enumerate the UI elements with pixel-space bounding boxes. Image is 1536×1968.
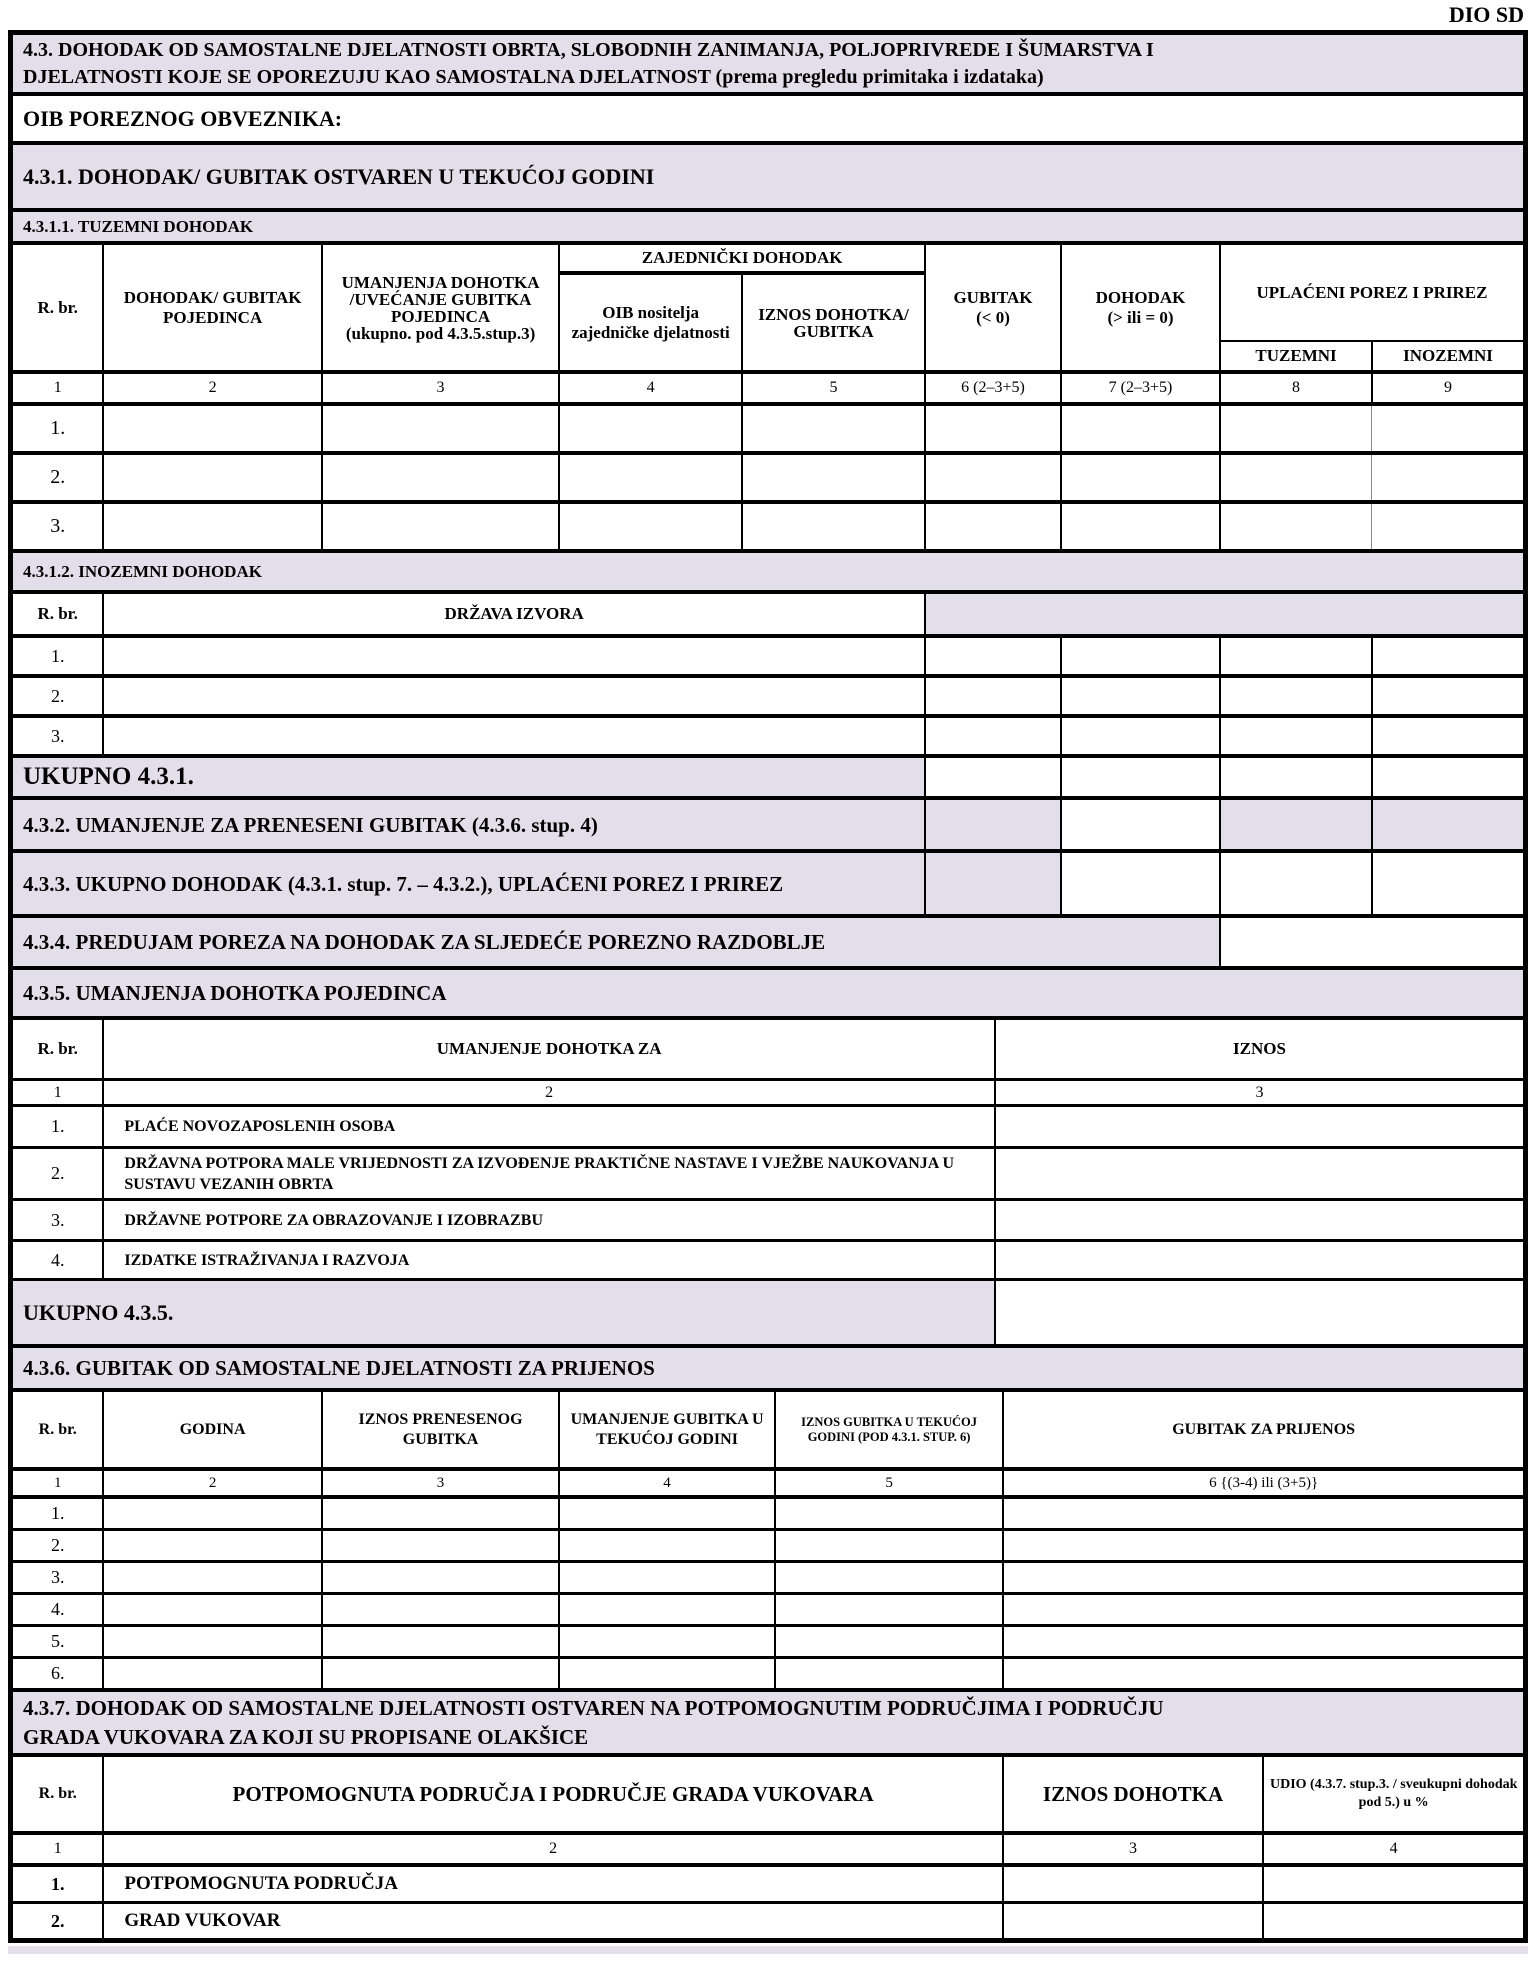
input-cell: [102, 1627, 320, 1656]
gubitak-table-row: [13, 1624, 1523, 1656]
blocked-cell: [924, 594, 1523, 634]
section-4-3-7-title-band: [13, 1688, 1523, 1753]
col-header-dohodak-text: DOHODAK: [1095, 287, 1186, 307]
input-cell: [1219, 504, 1371, 549]
section-4-3-5-title-band: [13, 966, 1523, 1016]
input-cell: [321, 406, 558, 451]
row-number: 1.: [50, 645, 65, 666]
oib-label: OIB POREZNOG OBVEZNIKA:: [23, 105, 343, 131]
input-cell: [558, 1531, 774, 1560]
input-cell: [1371, 758, 1523, 796]
col-header-rbr: R. br.: [38, 1420, 77, 1438]
input-cell: [774, 1563, 1002, 1592]
section-4-3-6-title: 4.3.6. GUBITAK OD SAMOSTALNE DJELATNOSTI ZA PRIJENOS: [23, 1355, 655, 1380]
input-cell: [558, 1595, 774, 1624]
tuzemni-table-row: [13, 402, 1523, 451]
row-number: 1.: [50, 1873, 65, 1894]
input-cell: [102, 455, 320, 500]
blocked-cell: [1219, 800, 1371, 849]
col-header-potpomognuta-podrucja: POTPOMOGNUTA PODRUČJA I PODRUČJE GRADA VUKOVARA: [102, 1757, 1001, 1831]
input-cell: [558, 1659, 774, 1688]
col-header-dohodak: [1060, 245, 1219, 370]
row-label: [102, 1242, 994, 1278]
input-cell: [994, 1149, 1523, 1198]
blocked-cell: [1371, 800, 1523, 849]
col-header-umanjenja-dohotka: [321, 245, 558, 370]
row-label-text: PLAĆE NOVOZAPOSLENIH OSOBA: [124, 1118, 396, 1135]
col-header-tuzemni: TUZEMNI: [1219, 342, 1371, 370]
row-number: 3.: [50, 1567, 65, 1587]
input-cell: [102, 1659, 320, 1688]
col-header-udio: UDIO (4.3.7. stup.3. / sveukupni dohodak pod 5.) u %: [1262, 1757, 1523, 1831]
col-header-gubitak: [924, 245, 1060, 370]
col-index: 5: [774, 1471, 1002, 1495]
row-number: 3.: [50, 515, 66, 537]
col-header-zajednicki-dohodak: ZAJEDNIČKI DOHODAK: [558, 245, 924, 275]
input-cell: [321, 1499, 558, 1528]
input-cell: [924, 455, 1060, 500]
row-number: 2.: [50, 1910, 65, 1931]
gubitak-table-row: [13, 1656, 1523, 1688]
potpomognuta-table-row: [13, 1901, 1523, 1938]
col-header-iznos-dohotka-gubitka: IZNOS DOHOTKA/ GUBITKA: [741, 275, 924, 370]
section-4-3-2-label: [13, 800, 924, 849]
col-header-rbr: R. br.: [37, 604, 78, 623]
input-cell: [1002, 1563, 1523, 1592]
col-header-umanjenja-dohotka-note: (ukupno. pod 4.3.5.stup.3): [345, 323, 536, 343]
row-number: 4.: [50, 1599, 65, 1619]
input-cell: [994, 1242, 1523, 1278]
input-cell: [1219, 718, 1371, 754]
input-cell: [741, 504, 924, 549]
gubitak-table-row: [13, 1560, 1523, 1592]
potpomognuta-column-index-row: [13, 1831, 1523, 1863]
col-header-iznos: IZNOS: [994, 1020, 1523, 1078]
section-4-3-2-row: [13, 796, 1523, 849]
col-header-inozemni: INOZEMNI: [1371, 342, 1523, 370]
input-cell: [321, 455, 558, 500]
input-cell: [924, 504, 1060, 549]
input-cell: [102, 1499, 320, 1528]
col-header-iznos-dohotka: IZNOS DOHOTKA: [1002, 1757, 1263, 1831]
col-index: 2: [102, 1471, 320, 1495]
input-cell: [1219, 918, 1523, 966]
input-cell: [1219, 455, 1371, 500]
row-number: 2.: [50, 685, 65, 706]
col-header-iznos-gubitka-tekuca: IZNOS GUBITKA U TEKUĆOJ GODINI (POD 4.3.1. STUP. 6): [774, 1392, 1002, 1467]
row-label: [102, 1149, 994, 1198]
col-index: 3: [994, 1081, 1523, 1104]
input-cell: [1002, 1627, 1523, 1656]
col-header-rbr: R. br.: [37, 1039, 78, 1058]
input-cell: [1262, 1867, 1523, 1901]
input-cell: [102, 678, 924, 714]
tuzemni-column-index-row: [13, 370, 1523, 402]
inozemni-table-header: [13, 590, 1523, 634]
input-cell: [321, 1659, 558, 1688]
input-cell: [1060, 853, 1219, 914]
col-index: 4: [1262, 1835, 1523, 1863]
input-cell: [924, 406, 1060, 451]
input-cell: [321, 1627, 558, 1656]
input-cell: [1002, 1595, 1523, 1624]
section-4-3-5-title: 4.3.5. UMANJENJA DOHOTKA POJEDINCA: [23, 980, 447, 1005]
col-index: 1: [53, 1083, 62, 1101]
potpomognuta-table-row: [13, 1863, 1523, 1901]
col-index: 5: [741, 374, 924, 402]
input-cell: [558, 1563, 774, 1592]
input-cell: [1371, 504, 1523, 549]
next-section-edge: [8, 1946, 1528, 1954]
input-cell: [994, 1107, 1523, 1146]
col-header-umanjenje-gubitka: UMANJENJE GUBITKA U TEKUĆOJ GODINI: [558, 1392, 774, 1467]
section-4-3-7-title: 4.3.7. DOHODAK OD SAMOSTALNE DJELATNOSTI OSTVAREN NA POTPOMOGNUTIM PODRUČJIMA I PODRUČJU GRADA VUKOVARA ZA KOJI SU PROPISANE OLAKŠICE: [23, 1695, 1164, 1749]
input-cell: [924, 638, 1060, 674]
col-index: 2: [102, 1835, 1001, 1863]
section-4-3-4-row: [13, 914, 1523, 966]
input-cell: [558, 406, 741, 451]
umanjenja-table-row: [13, 1198, 1523, 1239]
blocked-cell: [924, 800, 1060, 849]
col-index: 1: [53, 1474, 62, 1491]
section-4-3-3-label: [13, 853, 924, 914]
input-cell: [1219, 406, 1371, 451]
section-4-3-1-1-title-band: [13, 208, 1523, 241]
col-header-gubitak-text: GUBITAK: [953, 287, 1033, 307]
section-4-3-6-title-band: [13, 1344, 1523, 1388]
input-cell: [1002, 1531, 1523, 1560]
input-cell: [1002, 1499, 1523, 1528]
col-header-iznos-prenesenog-gubitka: IZNOS PRENESENOG GUBITKA: [321, 1392, 558, 1467]
input-cell: [1219, 638, 1371, 674]
input-cell: [558, 1627, 774, 1656]
input-cell: [994, 1281, 1523, 1344]
input-cell: [102, 504, 320, 549]
col-index: 1: [53, 379, 62, 396]
col-header-gubitak-note: (< 0): [976, 307, 1010, 327]
col-header-umanjenje-dohotka-za: UMANJENJE DOHOTKA ZA: [102, 1020, 994, 1078]
input-cell: [558, 504, 741, 549]
input-cell: [1219, 758, 1371, 796]
col-index: 3: [1002, 1835, 1263, 1863]
row-number: 1.: [50, 417, 66, 439]
col-header-umanjenja-dohotka-text: UMANJENJA DOHOTKA /UVEĆANJE GUBITKA POJEDINCA: [341, 272, 540, 326]
col-index: 8: [1219, 374, 1371, 402]
input-cell: [1262, 1904, 1523, 1938]
row-label: [102, 1201, 994, 1239]
section-4-3-4-label: [13, 918, 1219, 966]
col-header-dohodak-gubitak-pojedinca: DOHODAK/ GUBITAK POJEDINCA: [102, 245, 320, 370]
input-cell: [1060, 504, 1219, 549]
input-cell: [558, 1499, 774, 1528]
gubitak-column-index-row: [13, 1467, 1523, 1495]
col-index: 1: [53, 1840, 62, 1857]
tuzemni-table-row: [13, 500, 1523, 549]
row-number: 6.: [50, 1663, 65, 1683]
col-index: 3: [321, 1471, 558, 1495]
gubitak-table-row: [13, 1495, 1523, 1528]
input-cell: [321, 1595, 558, 1624]
page-corner-label: DIO SD: [1448, 2, 1524, 27]
input-cell: [558, 455, 741, 500]
tax-form: [8, 30, 1528, 1943]
input-cell: [1219, 678, 1371, 714]
col-index: 2: [102, 1081, 994, 1104]
input-cell: [924, 718, 1060, 754]
section-4-3-1-title: 4.3.1. DOHODAK/ GUBITAK OSTVAREN U TEKUĆOJ GODINI: [23, 163, 655, 189]
ukupno-4-3-5-row: [13, 1278, 1523, 1344]
row-number: 3.: [50, 1209, 65, 1230]
row-number: 2.: [50, 1535, 65, 1555]
input-cell: [774, 1659, 1002, 1688]
umanjenja-table-row: [13, 1146, 1523, 1198]
section-4-3-1-2-title-band: [13, 549, 1523, 590]
input-cell: [1371, 455, 1523, 500]
input-cell: [321, 504, 558, 549]
row-label: [102, 1107, 994, 1146]
umanjenja-table-row: [13, 1239, 1523, 1278]
ukupno-4-3-1-row: [13, 754, 1523, 796]
input-cell: [102, 638, 924, 674]
input-cell: [1002, 1904, 1263, 1938]
tuzemni-table-row: [13, 451, 1523, 500]
col-index: 6 {(3-4) ili (3+5)}: [1002, 1471, 1523, 1495]
umanjenja-column-index-row: [13, 1078, 1523, 1104]
col-index: 9: [1371, 374, 1523, 402]
section-4-3-1-1-title: 4.3.1.1. TUZEMNI DOHODAK: [23, 216, 254, 236]
input-cell: [1060, 638, 1219, 674]
gubitak-table-header: [13, 1388, 1523, 1467]
row-number: 2.: [50, 1163, 65, 1183]
col-header-uplaceni-porez: UPLAĆENI POREZ I PRIREZ: [1219, 245, 1523, 342]
col-index: 2: [102, 374, 320, 402]
row-number: 1.: [50, 1116, 65, 1136]
col-header-dohodak-note: (> ili = 0): [1107, 307, 1174, 327]
input-cell: [1371, 406, 1523, 451]
ukupno-4-3-5-label: UKUPNO 4.3.5.: [13, 1281, 994, 1344]
col-header-rbr: R. br.: [37, 297, 78, 317]
input-cell: [1371, 718, 1523, 754]
input-cell: [741, 406, 924, 451]
input-cell: [924, 758, 1060, 796]
input-cell: [1060, 406, 1219, 451]
row-number: 1.: [50, 1503, 65, 1523]
col-index: 4: [558, 1471, 774, 1495]
col-index: 6 (2–3+5): [924, 374, 1060, 402]
input-cell: [1060, 800, 1219, 849]
input-cell: [924, 678, 1060, 714]
input-cell: [1219, 853, 1371, 914]
input-cell: [1371, 638, 1523, 674]
tuzemni-table-header: [13, 241, 1523, 370]
col-header-gubitak-za-prijenos: GUBITAK ZA PRIJENOS: [1002, 1392, 1523, 1467]
gubitak-table-row: [13, 1528, 1523, 1560]
inozemni-table-row: [13, 674, 1523, 714]
input-cell: [102, 1595, 320, 1624]
input-cell: [1371, 853, 1523, 914]
col-index: 3: [321, 374, 558, 402]
input-cell: [1371, 678, 1523, 714]
row-label-text: IZDATKE ISTRAŽIVANJA I RAZVOJA: [124, 1251, 410, 1269]
section-4-3-2-label-text: 4.3.2. UMANJENJE ZA PRENESENI GUBITAK (4.3.6. stup. 4): [23, 812, 598, 837]
section-4-3-1-2-title: 4.3.1.2. INOZEMNI DOHODAK: [23, 561, 262, 581]
row-number: 3.: [50, 725, 65, 746]
input-cell: [1002, 1659, 1523, 1688]
section-4-3-1-title-band: [13, 141, 1523, 208]
input-cell: [102, 406, 320, 451]
input-cell: [1060, 455, 1219, 500]
row-label: POTPOMOGNUTA PODRUČJA: [102, 1867, 1001, 1901]
input-cell: [1060, 718, 1219, 754]
row-label-text: DRŽAVNA POTPORA MALE VRIJEDNOSTI ZA IZVOĐENJE PRAKTIČNE NASTAVE I VJEŽBE NAUKOVANJA U SUSTAVU VEZANIH OBRTA: [124, 1154, 955, 1193]
col-header-oib-nositelja: OIB nositelja zajedničke djelatnosti: [558, 275, 741, 370]
gubitak-table-row: [13, 1592, 1523, 1624]
section-4-3-3-label-text: 4.3.3. UKUPNO DOHODAK (4.3.1. stup. 7. – 4.3.2.), UPLAĆENI POREZ I PRIREZ: [23, 871, 784, 896]
input-cell: [1060, 758, 1219, 796]
inozemni-table-row: [13, 714, 1523, 754]
input-cell: [1002, 1867, 1263, 1901]
row-number: 5.: [50, 1631, 65, 1651]
section-4-3-4-label-text: 4.3.4. PREDUJAM POREZA NA DOHODAK ZA SLJEDEĆE POREZNO RAZDOBLJE: [23, 930, 826, 954]
section-4-3-3-row: [13, 849, 1523, 914]
input-cell: [774, 1627, 1002, 1656]
input-cell: [1060, 678, 1219, 714]
row-number: 4.: [50, 1249, 65, 1270]
row-number: 2.: [50, 466, 66, 488]
input-cell: [102, 1563, 320, 1592]
input-cell: [774, 1499, 1002, 1528]
input-cell: [741, 455, 924, 500]
potpomognuta-table-header: [13, 1753, 1523, 1831]
blocked-cell: [924, 853, 1060, 914]
input-cell: [994, 1201, 1523, 1239]
col-index: 7 (2–3+5): [1060, 374, 1219, 402]
row-label: GRAD VUKOVAR: [102, 1904, 1001, 1938]
section-4-3-title: 4.3. DOHODAK OD SAMOSTALNE DJELATNOSTI OBRTA, SLOBODNIH ZANIMANJA, POLJOPRIVREDE I ŠUMARSTVA I DJELATNOSTI KOJE SE OPOREZUJU KAO SAMOSTALNA DJELATNOST (prema pregledu primitaka i izdataka): [23, 38, 1154, 88]
input-cell: [774, 1531, 1002, 1560]
ukupno-4-3-1-label: UKUPNO 4.3.1.: [13, 758, 924, 796]
col-index: 4: [558, 374, 741, 402]
col-header-drzava-izvora: DRŽAVA IZVORA: [102, 594, 924, 634]
umanjenja-table-header: [13, 1016, 1523, 1078]
input-cell: [321, 1531, 558, 1560]
row-label-text: DRŽAVNE POTPORE ZA OBRAZOVANJE I IZOBRAZBU: [124, 1211, 543, 1229]
input-cell: [102, 718, 924, 754]
inozemni-table-row: [13, 634, 1523, 674]
umanjenja-table-row: [13, 1104, 1523, 1146]
col-header-rbr: R. br.: [38, 1785, 77, 1802]
section-4-3-title-band: [13, 35, 1523, 92]
input-cell: [774, 1595, 1002, 1624]
input-cell: [102, 1531, 320, 1560]
col-header-godina: GODINA: [102, 1392, 320, 1467]
input-cell: [321, 1563, 558, 1592]
oib-band: [13, 92, 1523, 141]
